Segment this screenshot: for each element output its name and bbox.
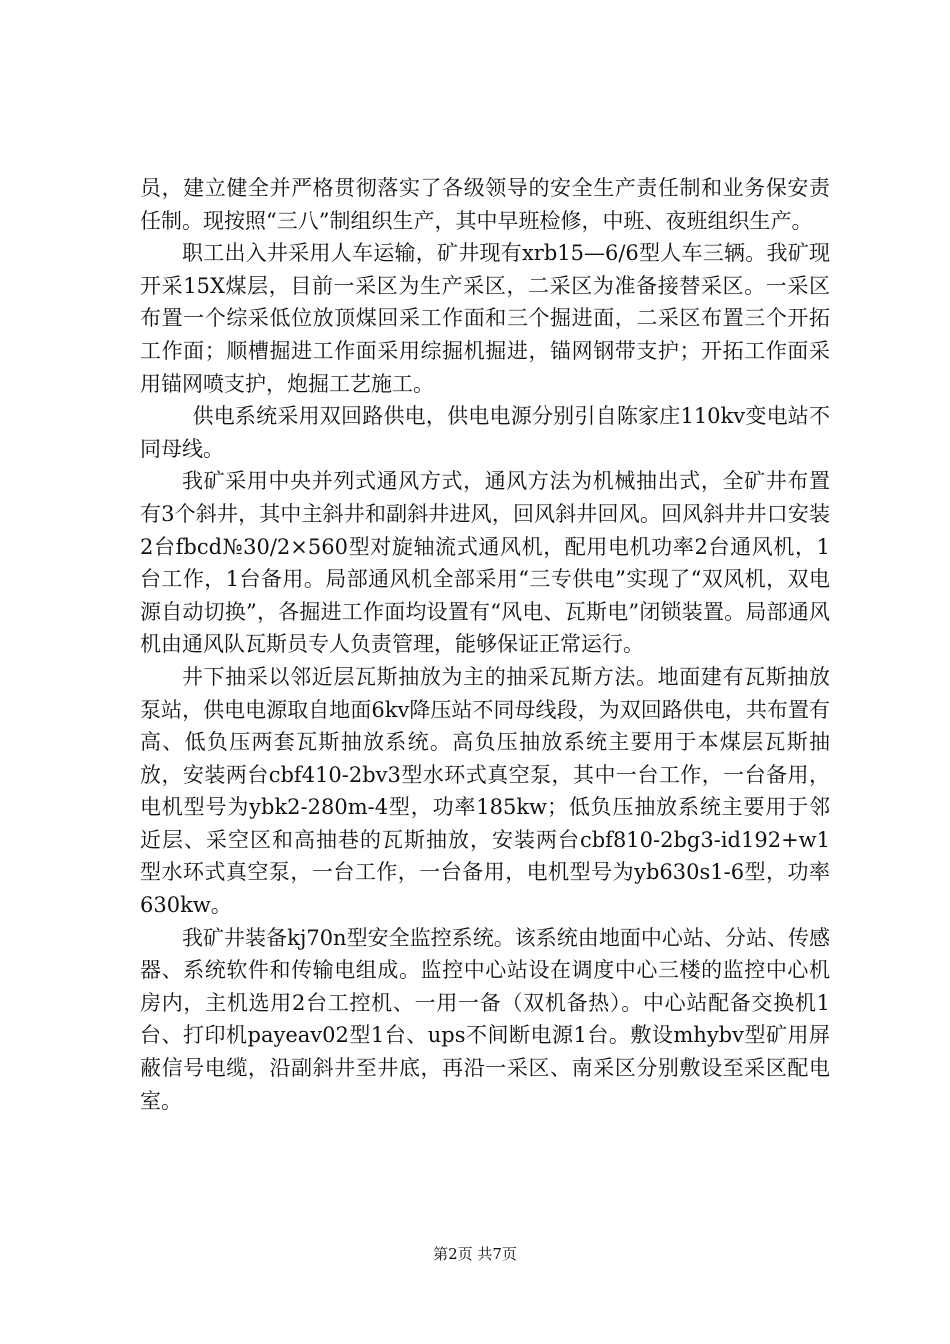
paragraph-transport-mining: 职工出入井采用人车运输，矿井现有xrb15—6/6型人车三辆。我矿现开采15X煤层，目前一采区为生产采区，二采区为准备接替采区。一采区布置一个综采低位放顶煤回采工作面和三个掘进面，二采区布置三个开拓工作面；顺槽掘进工作面采用综掘机掘进，锚网钢带支护；开拓工作面采用锚网喷支护，炮掘工艺施工。 <box>140 241 830 396</box>
paragraph-ventilation: 我矿采用中央并列式通风方式，通风方法为机械抽出式，全矿井布置有3个斜井，其中主斜井和副斜井进风，回风斜井回风。回风斜井井口安装2台fbcd№30/2×560型对旋轴流式通风机，配用电机功率2台通风机，1台工作，1台备用。局部通风机全部采用“三专供电”实现了“双风机，双电源自动切换”，各掘进工作面均设置有“风电、瓦斯电”闭锁装置。局部通风机由通风队瓦斯员专人负责管理，能够保证正常运行。 <box>140 469 830 657</box>
paragraph-management: 员，建立健全并严格贯彻落实了各级领导的安全生产责任制和业务保安责任制。现按照“三八”制组织生产，其中早班检修，中班、夜班组织生产。 <box>140 176 830 233</box>
page-footer <box>0 1244 950 1264</box>
paragraph-monitoring-system: 我矿井装备kj70n型安全监控系统。该系统由地面中心站、分站、传感器、系统软件和传输电组成。监控中心站设在调度中心三楼的监控中心机房内，主机选用2台工控机、一用一备（双机备热）。中心站配备交换机1台、打印机payeav02型1台、ups不间断电源1台。敷设mhybv型矿用屏蔽信号电缆，沿副斜井至井底，再沿一采区、南采区分别敷设至采区配电室。 <box>140 925 830 1113</box>
page-number-label: 第2页 共7页 <box>433 1245 517 1263</box>
document-body <box>140 172 830 1117</box>
paragraph-gas-drainage: 井下抽采以邻近层瓦斯抽放为主的抽采瓦斯方法。地面建有瓦斯抽放泵站，供电电源取自地面6kv降压站不同母线段，为双回路供电，共布置有高、低负压两套瓦斯抽放系统。高负压抽放系统主要用于本煤层瓦斯抽放，安装两台cbf410-2bv3型水环式真空泵，其中一台工作，一台备用，电机型号为ybk2-280m-4型，功率185kw；低负压抽放系统主要用于邻近层、采空区和高抽巷的瓦斯抽放，安装两台cbf810-2bg3-id192+w1型水环式真空泵，一台工作，一台备用，电机型号为yb630s1-6型，功率630kw。 <box>140 664 830 918</box>
paragraph-power-supply: 供电系统采用双回路供电，供电电源分别引自陈家庄110kv变电站不同母线。 <box>140 404 830 461</box>
